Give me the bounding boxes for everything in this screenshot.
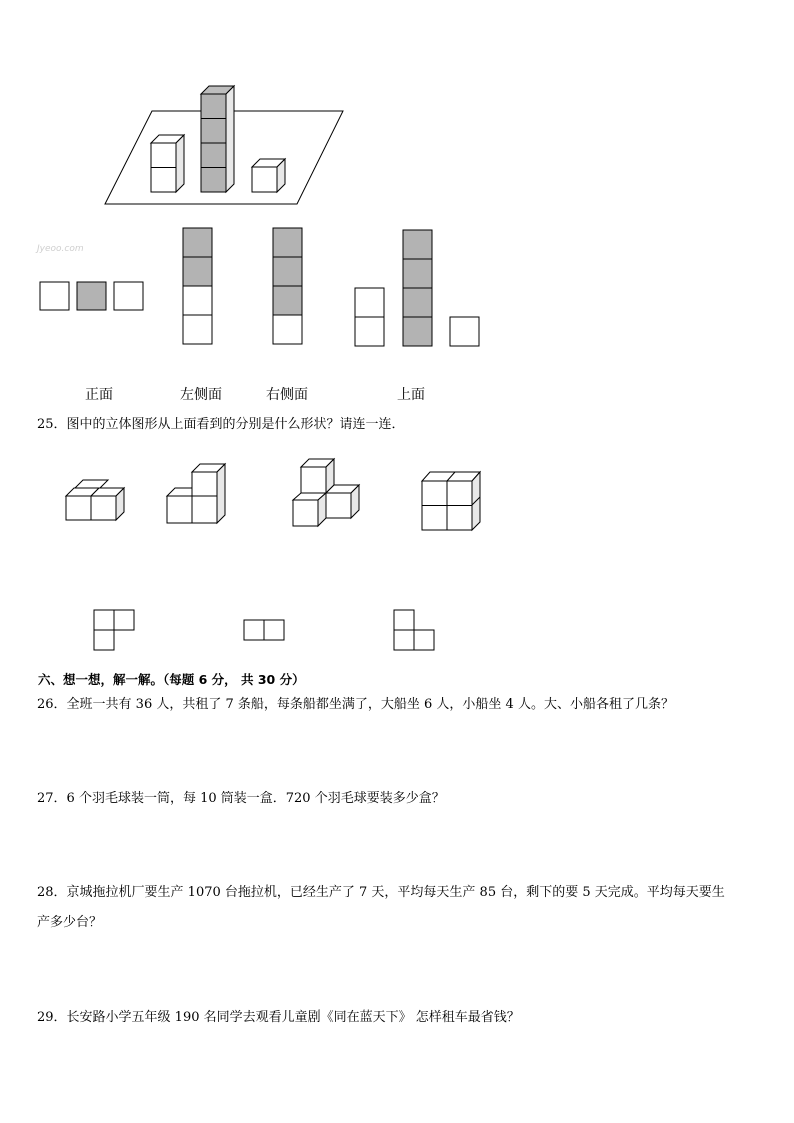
label-right-side: 右侧面	[266, 387, 308, 403]
label-top: 上面	[397, 387, 425, 403]
question-28-line-2: 产多少台？	[37, 915, 103, 930]
question-28-line-1: 28．京城拖拉机厂要生产 1070 台拖拉机，已经生产了 7 天，平均每天生产 85 台，剩下的要 5 天完成。平均每天要生	[37, 885, 725, 900]
question-27: 27．6 个羽毛球装一筒，每 10 筒装一盒．720 个羽毛球要装多少盒？	[37, 791, 445, 806]
question-25: 25．图中的立体图形从上面看到的分别是什么形状？请连一连．	[37, 417, 405, 432]
label-left-side: 左侧面	[180, 387, 222, 403]
question-29: 29．长安路小学五年级 190 名同学去观看儿童剧《同在蓝天下》 怎样租车最省钱？	[37, 1010, 520, 1025]
section-6-title: 六、想一想，解一解。（每题 6 分， 共 30 分）	[38, 672, 305, 687]
question-26: 26．全班一共有 36 人，共租了 7 条船，每条船都坐满了，大船坐 6 人，小船坐 4 人。大、小船各租了几条？	[37, 697, 674, 712]
watermark: Jyeoo.com	[37, 244, 84, 254]
label-front: 正面	[85, 387, 113, 403]
